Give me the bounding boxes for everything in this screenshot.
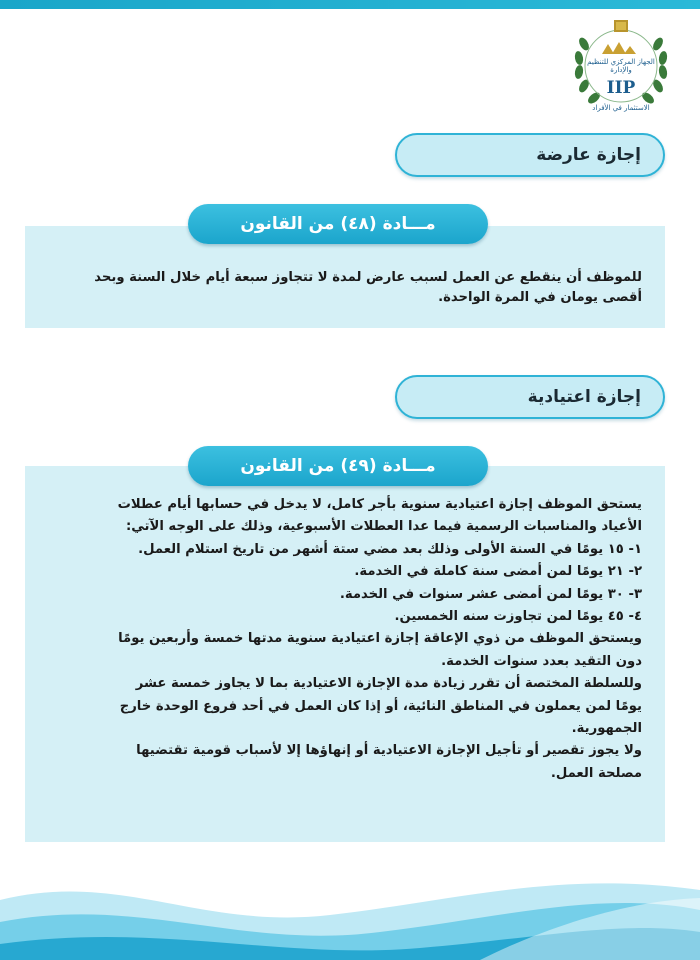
article-49-label <box>188 446 488 486</box>
section-header-annual-leave <box>395 375 665 419</box>
text-line: للموظف أن ينقطع عن العمل لسبب عارض لمدة لا تتجاوز سبعة أيام خلال السنة وبحد <box>94 270 642 285</box>
top-accent-bar <box>0 0 700 9</box>
section-title: إجازة عارضة <box>536 145 641 165</box>
section-header-casual-leave <box>395 133 665 177</box>
text-line: أقصى يومان في المرة الواحدة. <box>438 290 642 305</box>
text-line: ويستحق الموظف من ذوي الإعاقة إجازة اعتيادية سنوية مدتها خمسة وأربعين يومًا <box>118 631 642 647</box>
text-line: ٤- ٤٥ يومًا لمن تجاوزت سنه الخمسين. <box>394 609 642 625</box>
logo-organization-name: الجهاز المركزي للتنظيم والإدارة <box>587 58 655 74</box>
text-line: مصلحة العمل. <box>550 765 642 781</box>
article-49-text <box>62 494 642 785</box>
organization-logo <box>572 14 670 118</box>
logo-abbreviation: IIP <box>606 78 636 98</box>
article-label-text: مـــادة (٤٩) من القانون <box>240 456 436 476</box>
article-48-label <box>188 204 488 244</box>
text-line: يومًا لمن يعملون في المناطق النائية، أو إذا كان العمل في أحد فروع الوحدة خارج <box>119 698 642 714</box>
article-label-text: مـــادة (٤٨) من القانون <box>240 214 436 234</box>
text-line: ٣- ٣٠ يومًا لمن أمضى عشر سنوات في الخدمة. <box>339 586 642 602</box>
text-line: ١- ١٥ يومًا في السنة الأولى وذلك بعد مضي ستة أشهر من تاريخ استلام العمل. <box>138 541 642 557</box>
text-line: ولا يجوز تقصير أو تأجيل الإجازة الاعتيادية أو إنهاؤها إلا لأسباب قومية تقتضيها <box>136 743 642 759</box>
text-line: يستحق الموظف إجازة اعتيادية سنوية بأجر كامل، لا يدخل في حسابها أيام عطلات <box>117 497 642 512</box>
text-line: الأعياد والمناسبات الرسمية فيما عدا العطلات الأسبوعية، وذلك على الوجه الآتي: <box>125 519 642 535</box>
text-line: وللسلطة المختصة أن تقرر زيادة مدة الإجازة الاعتيادية بما لا يجاوز خمسة عشر <box>135 676 642 692</box>
text-line: دون التقيد بعدد سنوات الخدمة. <box>441 653 642 669</box>
article-48-text <box>62 268 642 308</box>
text-line: الجمهورية. <box>571 721 642 737</box>
logo-motto: الاستثمار في الأفراد <box>592 104 650 112</box>
decorative-waves <box>0 860 700 960</box>
text-line: ٢- ٢١ يومًا لمن أمضى سنة كاملة في الخدمة. <box>354 564 642 580</box>
section-title: إجازة اعتيادية <box>527 387 641 407</box>
